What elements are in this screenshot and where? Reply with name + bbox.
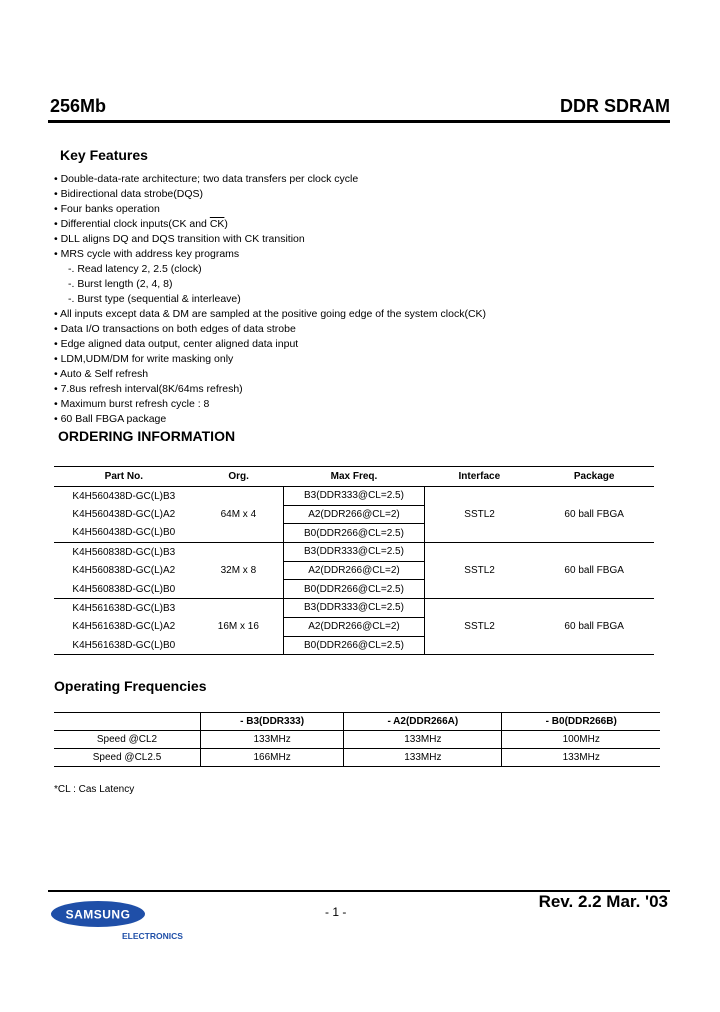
max-freq-cell: B0(DDR266@CL=2.5) <box>284 580 425 599</box>
feature-item: -. Burst length (2, 4, 8) <box>68 278 173 290</box>
part-no-cell: K4H561638D-GC(L)B3 <box>72 602 176 614</box>
feature-text: • Differential clock inputs(CK and <box>54 218 210 230</box>
package-cell: 60 ball FBGA <box>534 599 654 655</box>
interface-cell: SSTL2 <box>424 487 534 543</box>
table-row <box>54 749 660 767</box>
op-col-a2: - A2(DDR266A) <box>344 713 502 731</box>
col-part-no: Part No. <box>54 467 194 487</box>
op-col-b3: - B3(DDR333) <box>201 713 344 731</box>
row-label: Speed @CL2 <box>54 731 201 749</box>
col-package: Package <box>534 467 654 487</box>
col-interface: Interface <box>424 467 534 487</box>
revision-label: Rev. 2.2 Mar. '03 <box>538 892 668 911</box>
max-freq-cell: B0(DDR266@CL=2.5) <box>284 636 425 655</box>
interface-cell: SSTL2 <box>424 543 534 599</box>
key-features-list <box>54 172 486 427</box>
feature-item: • Bidirectional data strobe(DQS) <box>54 188 203 200</box>
interface-cell: SSTL2 <box>424 599 534 655</box>
part-no-cell: K4H560838D-GC(L)B3 <box>72 546 176 558</box>
op-col-b0: - B0(DDR266B) <box>502 713 660 731</box>
table-row <box>54 487 654 506</box>
table-row <box>54 599 654 618</box>
part-no-cell: K4H561638D-GC(L)A2 <box>72 621 176 633</box>
samsung-logo-mark <box>48 900 186 942</box>
feature-item: • LDM,UDM/DM for write masking only <box>54 353 234 365</box>
feature-item: • Maximum burst refresh cycle : 8 <box>54 398 210 410</box>
table-row <box>54 731 660 749</box>
samsung-logo <box>48 900 186 942</box>
operating-header-row <box>54 713 660 731</box>
max-freq-cell: B3(DDR333@CL=2.5) <box>284 599 425 618</box>
part-no-cell: K4H561638D-GC(L)B0 <box>54 636 194 655</box>
feature-item: • MRS cycle with address key programs <box>54 248 240 260</box>
feature-item: • DLL aligns DQ and DQS transition with CK transition <box>54 233 305 245</box>
key-features-title: Key Features <box>60 147 148 163</box>
feature-item: -. Read latency 2, 2.5 (clock) <box>68 263 202 275</box>
cell-value: 166MHz <box>201 749 344 767</box>
op-col-blank <box>54 713 201 731</box>
max-freq-cell: B3(DDR333@CL=2.5) <box>284 487 425 506</box>
org-cell: 64M x 4 <box>194 487 284 543</box>
feature-item: • Double-data-rate architecture; two data transfers per clock cycle <box>54 173 359 185</box>
cell-value: 133MHz <box>344 749 502 767</box>
cell-value: 100MHz <box>502 731 660 749</box>
operating-title: Operating Frequencies <box>54 678 207 694</box>
feature-item: • All inputs except data & DM are sampled at the positive going edge of the system clock(CK) <box>54 308 487 320</box>
feature-item <box>54 217 486 232</box>
cell-value: 133MHz <box>344 731 502 749</box>
part-no-cell: K4H560838D-GC(L)A2 <box>72 565 176 577</box>
part-no-cell: K4H560438D-GC(L)B0 <box>54 524 194 543</box>
page-number: - 1 - <box>325 905 347 919</box>
ordering-table <box>54 466 654 655</box>
max-freq-cell: A2(DDR266@CL=2) <box>284 561 425 580</box>
row-label: Speed @CL2.5 <box>54 749 201 767</box>
logo-text: SAMSUNG <box>65 907 131 922</box>
header-right-title: DDR SDRAM <box>560 96 670 116</box>
feature-item: -. Burst type (sequential & interleave) <box>68 293 241 305</box>
footnote: *CL : Cas Latency <box>54 784 135 795</box>
org-cell: 16M x 16 <box>194 599 284 655</box>
ordering-header-row <box>54 467 654 487</box>
max-freq-cell: B3(DDR333@CL=2.5) <box>284 543 425 562</box>
max-freq-cell: B0(DDR266@CL=2.5) <box>284 524 425 543</box>
table-row <box>54 543 654 562</box>
cell-value: 133MHz <box>201 731 344 749</box>
operating-frequencies-table <box>54 712 660 767</box>
feature-item: • 60 Ball FBGA package <box>54 413 167 425</box>
col-max-freq: Max Freq. <box>284 467 425 487</box>
cell-value: 133MHz <box>502 749 660 767</box>
col-org: Org. <box>194 467 284 487</box>
header-left-title: 256Mb <box>50 96 107 116</box>
part-no-cell: K4H560438D-GC(L)B3 <box>72 490 176 502</box>
feature-item: • Four banks operation <box>54 203 160 215</box>
logo-subtext: ELECTRONICS <box>122 931 183 941</box>
part-no-cell: K4H560838D-GC(L)B0 <box>54 580 194 599</box>
feature-text: ) <box>224 218 228 230</box>
header-rule <box>48 120 670 123</box>
ordering-title: ORDERING INFORMATION <box>58 428 236 444</box>
feature-item: • Data I/O transactions on both edges of data strobe <box>54 323 296 335</box>
package-cell: 60 ball FBGA <box>534 543 654 599</box>
part-no-cell: K4H560438D-GC(L)A2 <box>72 509 176 521</box>
package-cell: 60 ball FBGA <box>534 487 654 543</box>
feature-item: • Auto & Self refresh <box>54 368 149 380</box>
max-freq-cell: A2(DDR266@CL=2) <box>284 617 425 636</box>
feature-item: • 7.8us refresh interval(8K/64ms refresh) <box>54 383 243 395</box>
feature-item: • Edge aligned data output, center aligned data input <box>54 338 299 350</box>
org-cell: 32M x 8 <box>194 543 284 599</box>
feature-text-overline: $\overline{CK}$ <box>209 218 225 230</box>
max-freq-cell: A2(DDR266@CL=2) <box>284 505 425 524</box>
